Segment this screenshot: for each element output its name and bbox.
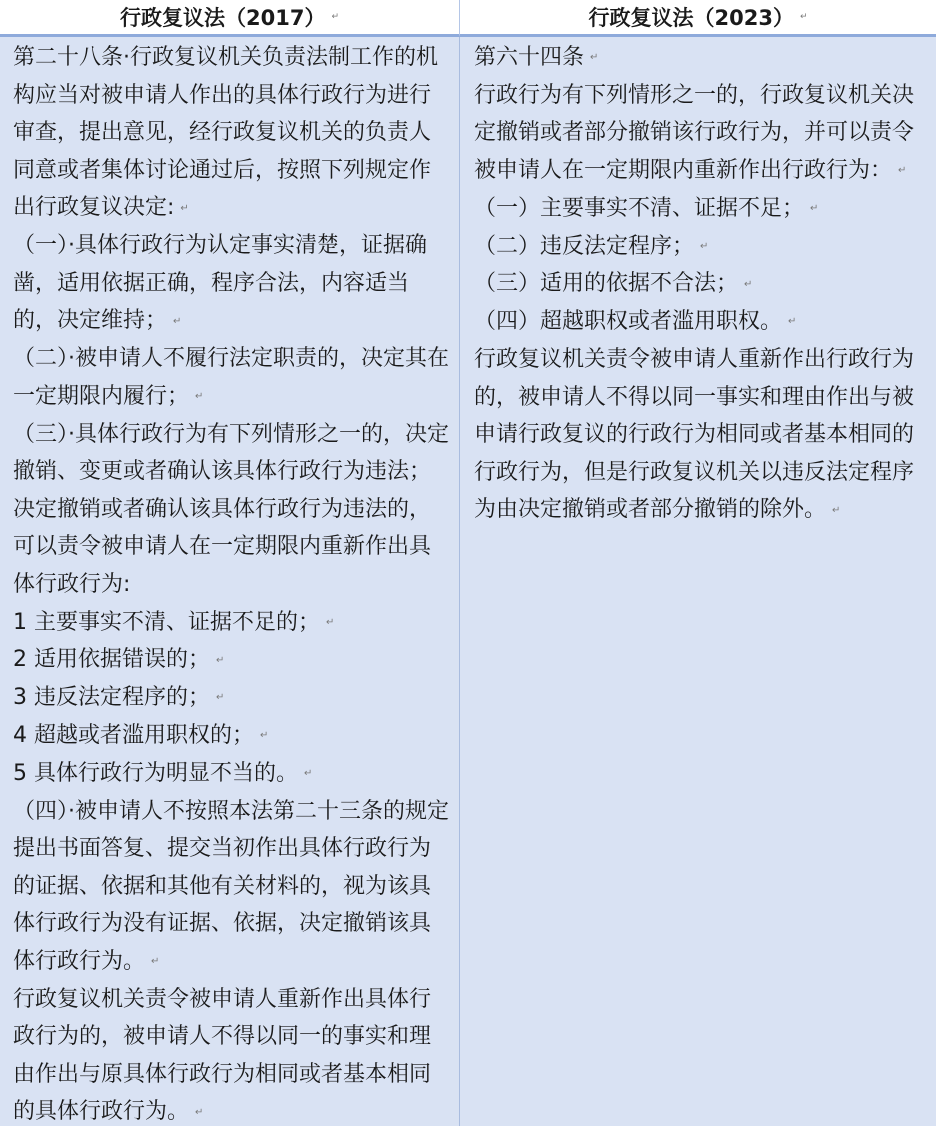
paragraph-mark-icon: ↵ [326, 616, 335, 628]
paragraph-mark-icon: ↵ [810, 202, 819, 214]
paragraph-mark-icon: ↵ [331, 12, 339, 22]
paragraph-mark-icon: ↵ [173, 315, 182, 327]
paragraph-mark-icon: ↵ [799, 12, 808, 22]
article-paragraph: 第六十四条 ↵ [474, 45, 599, 70]
paragraph-mark-icon: ↵ [195, 390, 204, 402]
article-paragraph: 行政复议机关责令被申请人重新作出具体行政行为的，被申请人不得以同一的事实和理由作出与原具体行政行为相同或者基本相同的具体行政行为。 ↵ [13, 986, 432, 1125]
paragraph-mark-icon: ↵ [216, 692, 225, 704]
paragraph-mark-icon: ↵ [180, 202, 189, 214]
paragraph-mark-icon: ↵ [195, 1106, 204, 1118]
article-paragraph: （四）超越职权或者滥用职权。 ↵ [474, 309, 797, 335]
article-paragraph: 1 主要事实不清、证据不足的； ↵ [13, 609, 335, 635]
article-paragraph: 2 适用依据错误的； ↵ [13, 647, 225, 673]
header-2017 [0, 0, 460, 37]
paragraph-mark-icon: ↵ [590, 52, 599, 64]
paragraph-mark-icon: ↵ [260, 730, 269, 742]
paragraph-mark-icon: ↵ [700, 240, 709, 252]
header-2023 [460, 0, 936, 37]
column-2017 [0, 37, 460, 1126]
paragraph-mark-icon: ↵ [151, 956, 160, 968]
article-paragraph: （一）主要事实不清、证据不足； ↵ [474, 195, 819, 221]
paragraph-mark-icon: ↵ [898, 165, 907, 177]
paragraph-mark-icon: ↵ [216, 654, 225, 666]
paragraph-mark-icon: ↵ [832, 504, 841, 516]
article-paragraph: 4 超越或者滥用职权的； ↵ [13, 722, 269, 748]
article-paragraph: 第二十八条·行政复议机关负责法制工作的机构应当对被申请人作出的具体行政行为进行审查，提出意见，经行政复议机关的负责人同意或者集体讨论通过后，按照下列规定作出行政复议决定: ↵ [13, 45, 438, 221]
header-2017-text: 行政复议法（2017） [120, 6, 326, 30]
article-paragraph: （三）·具体行政行为有下列情形之一的，决定撤销、变更或者确认该具体行政行为违法；决定撤销或者确认该具体行政行为违法的，可以责令被申请人在一定期限内重新作出具体行政行为: [13, 421, 449, 597]
article-paragraph: 3 违反法定程序的； ↵ [13, 685, 225, 711]
article-paragraph: （四）·被申请人不按照本法第二十三条的规定提出书面答复、提交当初作出具体行政行为的证据、依据和其他有关材料的，视为该具体行政行为没有证据、依据，决定撤销该具体行政行为。 ↵ [13, 798, 449, 974]
header-2023-text: 行政复议法（2023） [588, 6, 794, 30]
article-paragraph: 行政行为有下列情形之一的，行政复议机关决定撤销或者部分撤销该行政行为，并可以责令被申请人在一定期限内重新作出行政行为： ↵ [474, 82, 915, 183]
article-paragraph: （一）·具体行政行为认定事实清楚，证据确凿，适用依据正确，程序合法，内容适当的，决定维持； ↵ [13, 233, 427, 334]
paragraph-mark-icon: ↵ [788, 316, 797, 328]
article-paragraph: 5 具体行政行为明显不当的。 ↵ [13, 760, 313, 786]
paragraph-mark-icon: ↵ [304, 767, 313, 779]
article-paragraph: （三）适用的依据不合法； ↵ [474, 271, 753, 297]
article-paragraph: （二）·被申请人不履行法定职责的，决定其在一定期限内履行； ↵ [13, 346, 449, 409]
paragraph-mark-icon: ↵ [744, 278, 753, 290]
article-paragraph: （二）违反法定程序； ↵ [474, 233, 709, 259]
article-paragraph: 行政复议机关责令被申请人重新作出行政行为的，被申请人不得以同一事实和理由作出与被申请行政复议的行政行为相同或者基本相同的行政行为，但是行政复议机关以违反法定程序为由决定撤销或者部分撤销的除外。 ↵ [474, 346, 915, 523]
column-2023 [460, 37, 936, 1126]
